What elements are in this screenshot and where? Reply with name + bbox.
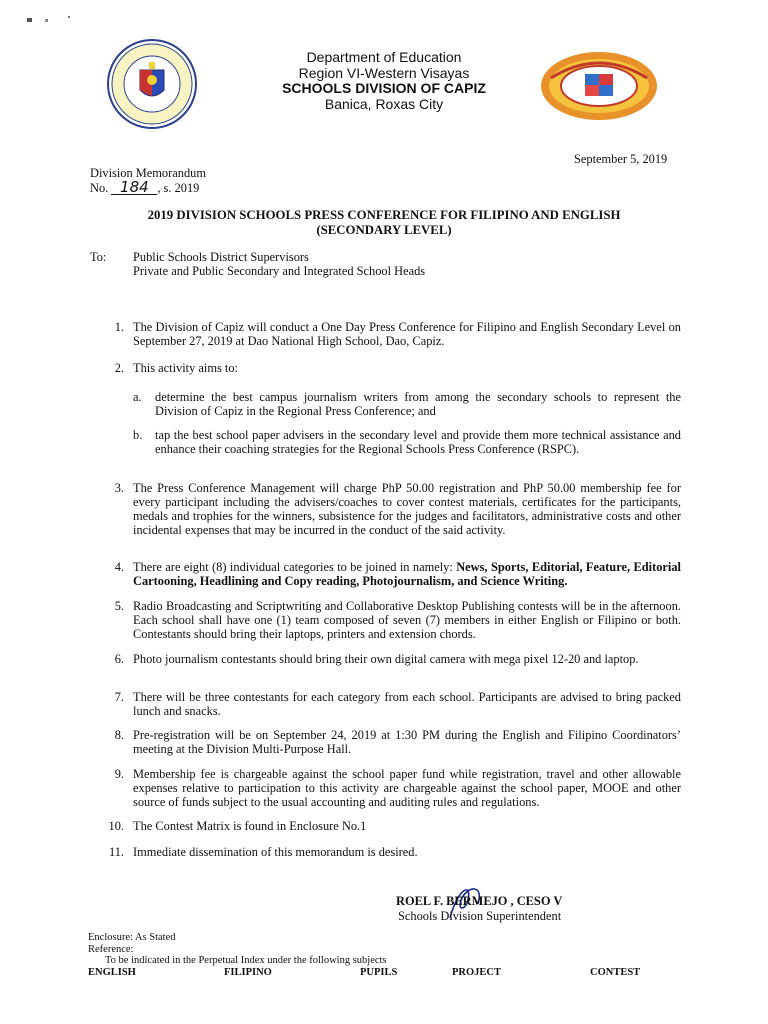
- item-number: 5.: [114, 599, 124, 613]
- to-label: To:: [90, 250, 107, 264]
- sub-b-text: tap the best school paper advisers in the secondary level and provide them more technical assistance and enhance their coaching strategies for the Regional Schools Press Conference (RSPC).: [155, 428, 681, 456]
- to-line2: Private and Public Secondary and Integrated School Heads: [133, 264, 426, 278]
- memo-number: [90, 180, 199, 195]
- subject-tag: ENGLISH: [88, 967, 136, 978]
- item-number: 6.: [114, 652, 124, 666]
- division-name: SCHOOLS DIVISION OF CAPIZ: [282, 80, 486, 96]
- memo-title-line1: 2019 DIVISION SCHOOLS PRESS CONFERENCE FOR FILIPINO AND ENGLISH: [147, 208, 621, 222]
- sub-letter: b.: [133, 428, 143, 442]
- item-number: 1.: [114, 320, 124, 334]
- subject-tag: PROJECT: [452, 967, 502, 978]
- enclosure-note: Enclosure: As Stated: [88, 932, 176, 943]
- signatory-position: Schools Division Superintendent: [398, 909, 562, 923]
- item-number: 7.: [114, 690, 124, 704]
- memo-date: September 5, 2019: [574, 152, 668, 166]
- scan-mark: [27, 18, 32, 22]
- item-11-text: Immediate dissemination of this memorandum is desired.: [133, 845, 418, 859]
- scan-mark: [45, 19, 48, 22]
- dept-name: Department of Education: [306, 49, 462, 65]
- item-7-text: There will be three contestants for each category from each school. Participants are advised to bring packed lunch and snacks.: [133, 690, 681, 718]
- region-name: Region VI-Western Visayas: [298, 65, 470, 81]
- item-number: 3.: [114, 481, 124, 495]
- memo-series: , s. 2019: [157, 181, 200, 195]
- subject-tag: FILIPINO: [224, 967, 272, 978]
- sub-a-text: determine the best campus journalism writers from among the secondary schools to represent the Division of Capiz in the Regional Press Conference; and: [155, 390, 681, 418]
- item-2-text: This activity aims to:: [133, 361, 238, 375]
- item-5-text: Radio Broadcasting and Scriptwriting and Collaborative Desktop Publishing contests will be in the afternoon. Each school shall have one (1) team composed of seven (7) members in either English or Filipino or both. Contestants should bring their laptops, printers and extension chords.: [133, 599, 681, 641]
- division-address: Banica, Roxas City: [324, 96, 444, 112]
- scan-mark: [68, 16, 70, 18]
- item-4-categories: News, Sports, Editorial, Feature, Editorial Cartooning, Headlining and Copy reading, Photojournalism, and Science Writing.: [133, 560, 681, 588]
- item-number: 9.: [114, 767, 124, 781]
- item-number: 4.: [114, 560, 124, 574]
- perpetual-index-note: To be indicated in the Perpetual Index under the following subjects: [105, 955, 387, 966]
- item-1-text: The Division of Capiz will conduct a One Day Press Conference for Filipino and English Secondary Level on September 27, 2019 at Dao National High School, Dao, Capiz.: [133, 320, 681, 348]
- item-8-text: Pre-registration will be on September 24, 2019 at 1:30 PM during the English and Filipino Coordinators’ meeting at the Division Multi-Purpose Hall.: [133, 728, 681, 756]
- sub-letter: a.: [133, 390, 142, 404]
- item-number: 10.: [108, 819, 124, 833]
- subject-tag: PUPILS: [360, 967, 398, 978]
- item-6-text: Photo journalism contestants should bring their own digital camera with mega pixel 12-20 and laptop.: [133, 652, 639, 666]
- item-4-intro: There are eight (8) individual categories to be joined in namely:: [133, 560, 457, 574]
- to-line1: Public Schools District Supervisors: [133, 250, 309, 264]
- memo-label: Division Memorandum: [90, 166, 206, 180]
- memo-no-value: 184: [111, 180, 157, 195]
- subject-tag: CONTEST: [590, 967, 641, 978]
- item-number: 2.: [114, 361, 124, 375]
- item-3-text: The Press Conference Management will charge PhP 50.00 registration and PhP 50.00 membership fee for every participant including the advisers/coaches to cover contest materials, certificates for the participants, medals and trophies for the winners, subsistence for the judges and facilitators, administrative costs and other incidental expenses that may be incurred in the conduct of the said activity.: [133, 481, 681, 537]
- memo-no-prefix: No.: [90, 181, 109, 195]
- signatory-name: ROEL F. BERMEJO , CESO V: [396, 894, 563, 908]
- item-number: 8.: [114, 728, 124, 742]
- seal-bottom-text: [106, 38, 169, 40]
- item-9-text: Membership fee is chargeable against the school paper fund while registration, travel and other allowable expenses relative to participation to this activity are chargeable against the school paper, MOOE and other source of funds subject to the usual accounting and auditing rules and regulations.: [133, 767, 681, 809]
- item-number: 11.: [108, 845, 124, 859]
- item-10-text: The Contest Matrix is found in Enclosure No.1: [133, 819, 367, 833]
- reference-note: Reference:: [88, 944, 134, 955]
- item-4-text: [133, 560, 681, 588]
- memo-title-line2: (SECONDARY LEVEL): [316, 223, 452, 237]
